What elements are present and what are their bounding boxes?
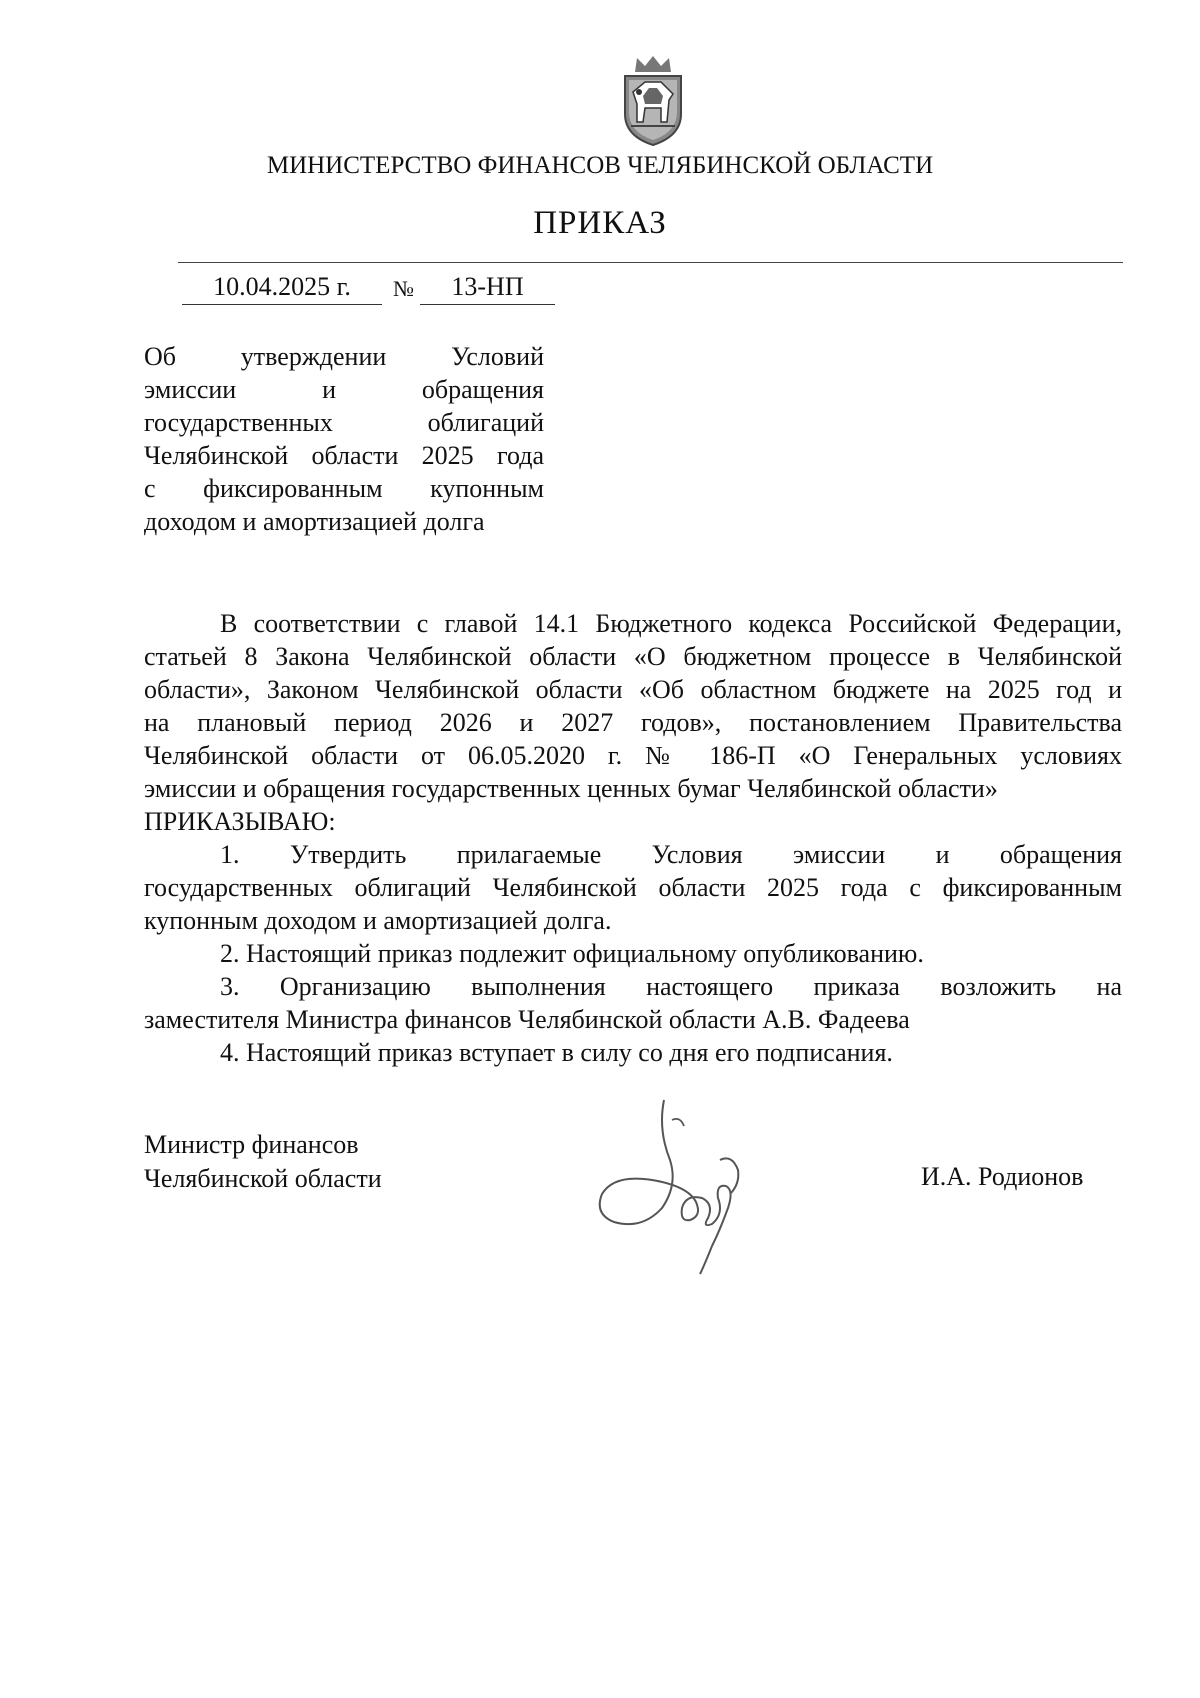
subject-line: доходом и амортизацией долга bbox=[144, 507, 485, 536]
subject-line: государственных облигаций bbox=[144, 408, 544, 437]
body-line: области», Законом Челябинской области «Об областном бюджете на 2025 год и bbox=[144, 675, 1122, 704]
item-3: 3. Организацию выполнения настоящего приказа возложить на bbox=[220, 972, 1122, 1001]
signatory-position bbox=[144, 1128, 382, 1196]
body-line: на плановый период 2026 и 2027 годов», постановлением Правительства bbox=[144, 708, 1122, 737]
body-line: купонным доходом и амортизацией долга. bbox=[144, 906, 612, 935]
body-line: государственных облигаций Челябинской области 2025 года с фиксированным bbox=[144, 873, 1122, 902]
subject-line: Челябинской области 2025 года bbox=[144, 441, 544, 470]
subject-line: Об утверждении Условий bbox=[144, 342, 544, 371]
body-line: заместителя Министра финансов Челябинской области А.В. Фадеева bbox=[144, 1005, 910, 1034]
signatory-name: И.А. Родионов bbox=[921, 1162, 1084, 1191]
body-line: эмиссии и обращения государственных ценных бумаг Челябинской области» bbox=[144, 774, 998, 803]
number-sign: № bbox=[393, 276, 414, 301]
order-number: 13-НП bbox=[420, 272, 555, 305]
body-line: В соответствии с главой 14.1 Бюджетного кодекса Российской Федерации, bbox=[220, 609, 1122, 638]
order-body bbox=[144, 607, 1122, 1069]
handwritten-signature bbox=[592, 1090, 772, 1280]
item-4: 4. Настоящий приказ вступает в силу со дня его подписания. bbox=[220, 1038, 893, 1067]
position-line: Челябинской области bbox=[144, 1164, 382, 1193]
subject-line: эмиссии и обращения bbox=[144, 375, 544, 404]
body-line: статьей 8 Закона Челябинской области «О бюджетном процессе в Челябинской bbox=[144, 642, 1122, 671]
ministry-name: МИНИСТЕРСТВО ФИНАНСОВ ЧЕЛЯБИНСКОЙ ОБЛАСТИ bbox=[266, 152, 934, 179]
item-1: 1. Утвердить прилагаемые Условия эмиссии и обращения bbox=[220, 840, 1122, 869]
order-directive: ПРИКАЗЫВАЮ: bbox=[144, 807, 336, 836]
body-line: Челябинской области от 06.05.2020 г. № 186-П «О Генеральных условиях bbox=[144, 741, 1122, 770]
header-rule bbox=[178, 262, 1123, 263]
order-date: 10.04.2025 г. bbox=[182, 272, 382, 305]
item-2: 2. Настоящий приказ подлежит официальному опубликованию. bbox=[220, 939, 924, 968]
subject-line: с фиксированным купонным bbox=[144, 474, 544, 503]
position-line: Министр финансов bbox=[144, 1130, 359, 1159]
document-type: ПРИКАЗ bbox=[533, 205, 667, 241]
coat-of-arms-icon bbox=[615, 52, 691, 148]
order-subject bbox=[144, 340, 544, 538]
